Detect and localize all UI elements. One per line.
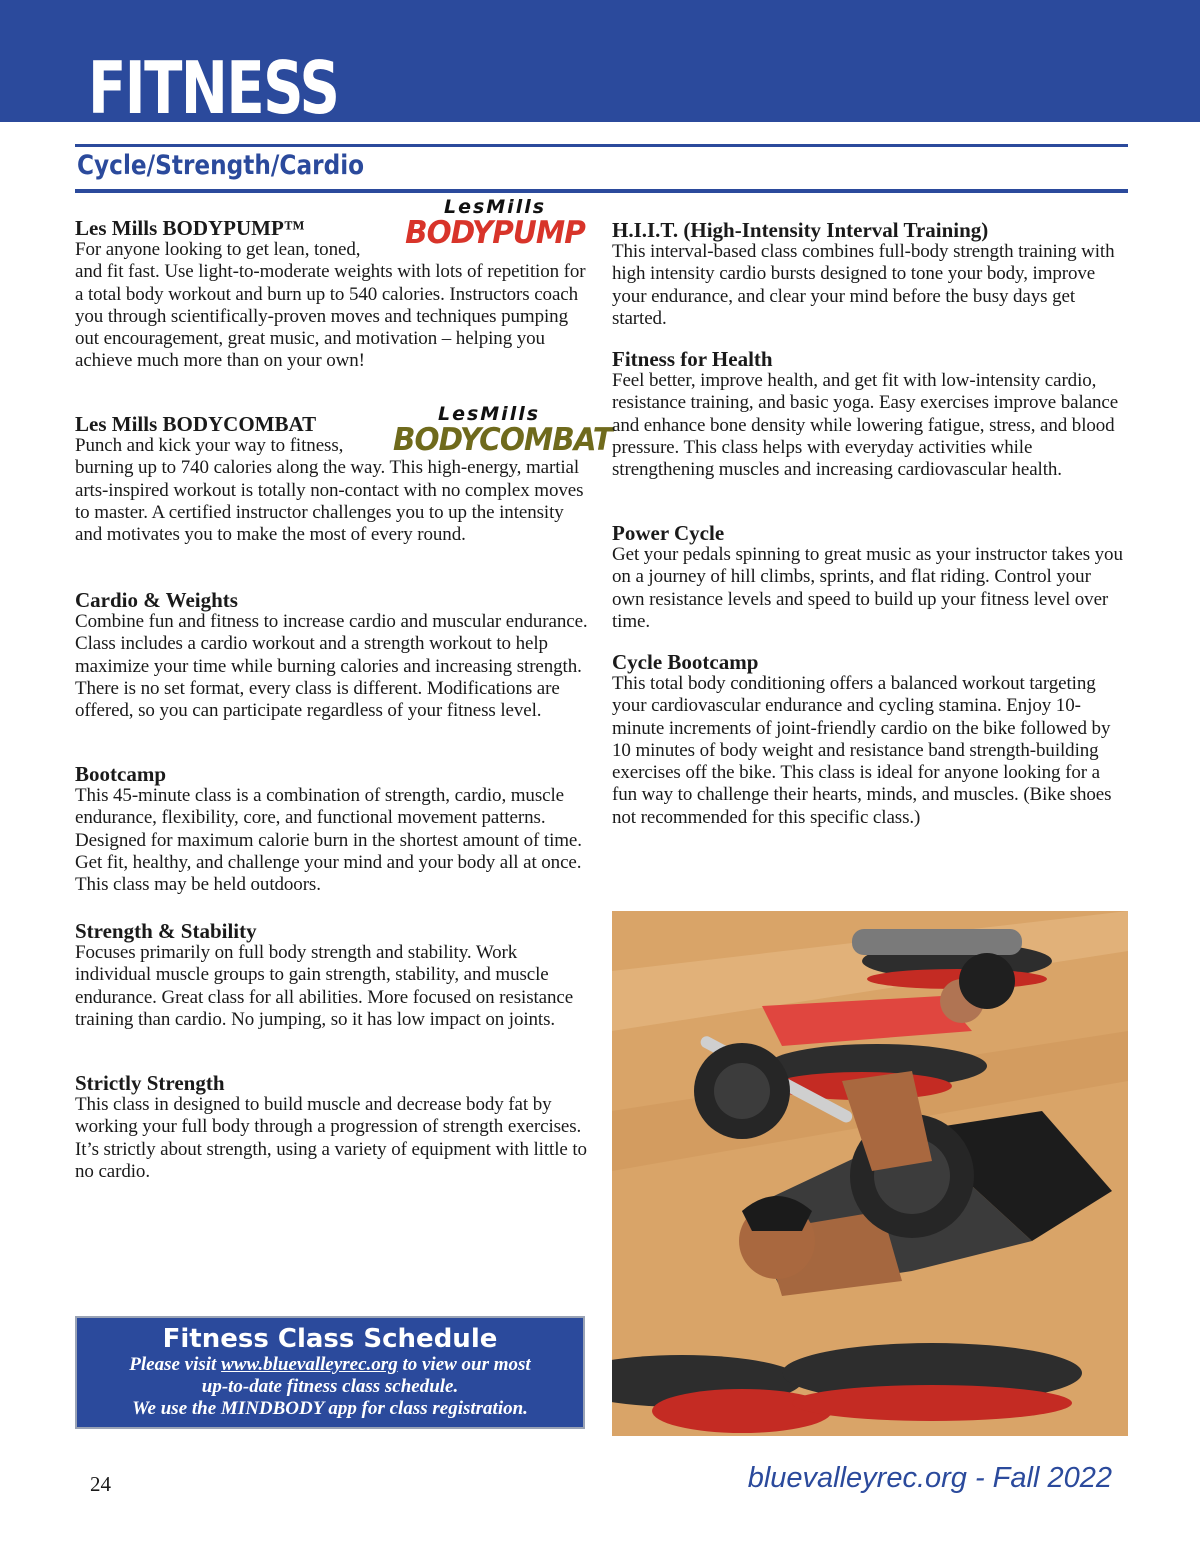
class-title: Bootcamp [75,762,166,786]
class-hiit [612,219,1127,330]
photo-illustration [612,911,1128,1436]
schedule-line-3: We use the MINDBODY app for class registration. [132,1398,528,1419]
class-title: Cycle Bootcamp [612,650,759,674]
class-title: Power Cycle [612,521,725,545]
schedule-line-2: up-to-date fitness class schedule. [201,1376,459,1397]
class-description: Feel better, improve health, and get fit with low-intensity cardio, resistance training, and basic yoga. Easy exercises improve balance and enhance bone density while lowering fatigue, stress, and blood pressure. This class helps with everyday activities while strengthening muscles and increasing cardiovascular health. [612,370,1119,481]
class-description: This total body conditioning offers a balanced workout targeting your cardiovascular endurance and cycling stamina. Enjoy 10-minute increments of joint-friendly cardio on the bike followed by 10 minutes of body weight and resistance band strength-building exercises off the bike. This class is ideal for anyone looking for a fun way to challenge their hearts, minds, and muscles. (Bike shoes not recommended for this specific class.) [612,673,1112,828]
page-number: 24 [90,1472,111,1496]
logo-name: BODYCOMBAT [393,422,612,458]
class-title: Strictly Strength [75,1071,225,1095]
class-title: Les Mills BODYCOMBAT [75,412,317,436]
class-description: Combine fun and fitness to increase cardio and muscular endurance. Class includes a cardio workout and a strength workout to help maximize your time while burning calories and increasing strength. There is no set format, every class is different. Modifications are offered, so you can participate regardless of your fitness level. [75,611,588,722]
footer-site: bluevalleyrec.org - Fall 2022 [747,1462,1112,1494]
schedule-text: to view our most [397,1354,531,1375]
class-description: This 45-minute class is a combination of strength, cardio, muscle endurance, flexibility, core, and functional movement patterns. Designed for maximum calorie burn in the shortest amount of time. Get fit, healthy, and challenge your mind and your body all at once. This class may be held outdoors. [75,785,582,896]
logo-brand: LesMills [443,196,547,218]
logo-name: BODYPUMP [405,215,585,251]
schedule-link[interactable]: www.bluevalleyrec.org [221,1354,398,1375]
class-description: For anyone looking to get lean, toned, and fit fast. Use light-to-moderate weights with lots of repetition for a total body workout and burn up to 540 calories. Instructors coach you through scientifically-proven moves and techniques pumping out encouragement, great music, and motivation – helping you achieve much more than on your own! [75,239,586,372]
class-title: Cardio & Weights [75,588,238,612]
class-description: Focuses primarily on full body strength and stability. Work individual muscle groups to gain strength, stability, and muscle endurance. Great class for all abilities. More focused on resistance training than cardio. No jumping, so it has low impact on joints. [75,942,574,1030]
class-strictly-strength [75,1072,590,1183]
bodycombat-logo [388,403,612,458]
class-title: Les Mills BODYPUMP™ [75,216,305,240]
schedule-title: Fitness Class Schedule [162,1324,498,1354]
logo-brand: LesMills [437,403,541,425]
section-heading: Cycle/Strength/Cardio [77,150,365,181]
bodypump-logo [400,197,590,249]
class-power-cycle [612,522,1127,633]
class-fitness-health [612,348,1127,481]
class-description: This interval-based class combines full-body strength training with high intensity cardio bursts designed to tone your body, improve your endurance, and clear your mind before the busy days get started. [612,241,1115,329]
schedule-text: Please visit [129,1354,222,1375]
schedule-line-1 [77,1354,583,1376]
class-cardio-weights [75,589,590,722]
class-cycle-bootcamp [612,651,1127,829]
class-photo [612,911,1128,1436]
class-description: Punch and kick your way to fitness, burning up to 740 calories along the way. This high-energy, martial arts-inspired workout is totally non-contact with no complex moves to master. A certified instructor challenges you to up the intensity and motivates you to make the most of every round. [75,435,584,546]
class-title: Fitness for Health [612,347,773,371]
page-title: FITNESS [88,46,339,130]
class-bootcamp [75,763,590,896]
class-description: Get your pedals spinning to great music as your instructor takes you on a journey of hill climbs, sprints, and flat riding. Control your own resistance levels and speed to build up your fitness level over time. [612,544,1123,632]
class-description: This class in designed to build muscle and decrease body fat by working your full body through a progression of strength exercises. It’s strictly about strength, using a variety of equipment with little to no cardio. [75,1094,587,1182]
bottom-rule [75,189,1128,193]
top-rule [75,144,1128,147]
class-strength-stability [75,920,590,1031]
schedule-box [75,1316,585,1429]
class-title: Strength & Stability [75,919,257,943]
class-title: H.I.I.T. (High-Intensity Interval Training) [612,218,989,242]
